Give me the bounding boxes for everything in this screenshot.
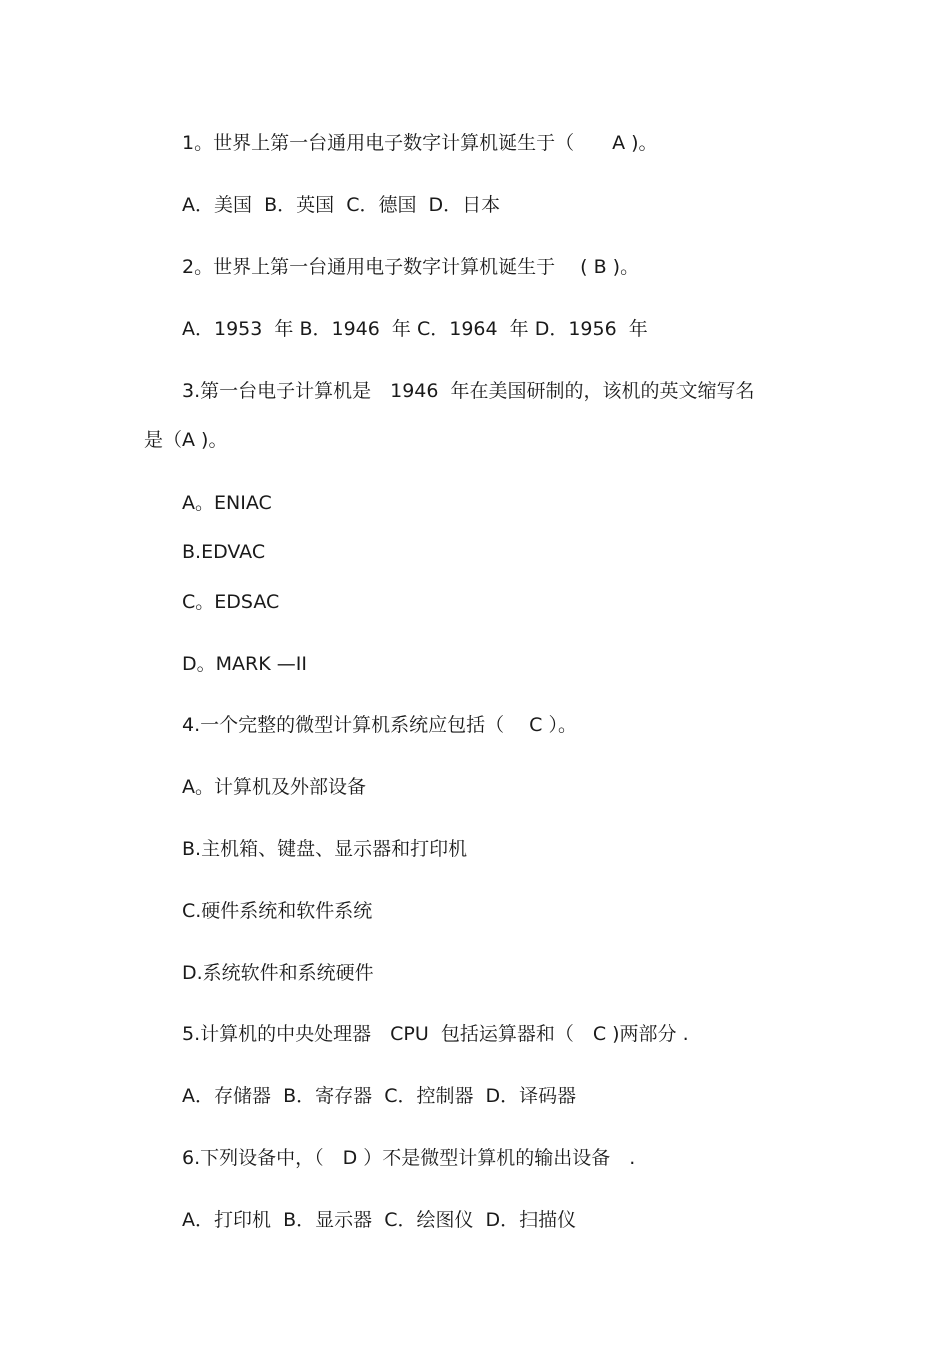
question-3-option-b: B.EDVAC: [182, 541, 266, 563]
question-3-option-a: A。ENIAC: [182, 492, 272, 514]
question-5: 5.计算机的中央处理器 CPU 包括运算器和（ C )两部分 .: [182, 1023, 689, 1045]
question-4-option-b: B.主机箱、键盘、显示器和打印机: [182, 838, 468, 860]
question-1-options: A．美国 B．英国 C．德国 D．日本: [182, 194, 501, 216]
question-3-continued: 是（A )。: [144, 429, 228, 451]
question-2: 2。世界上第一台通用电子数字计算机诞生于 ( B )。: [182, 256, 640, 278]
question-1: 1。世界上第一台通用电子数字计算机诞生于（ A )。: [182, 132, 658, 154]
question-3-option-c: C。EDSAC: [182, 591, 280, 613]
question-3-option-d: D。MARK —II: [182, 653, 307, 675]
question-4: 4.一个完整的微型计算机系统应包括（ C ）。: [182, 714, 577, 736]
question-4-option-c: C.硬件系统和软件系统: [182, 900, 373, 922]
question-3: 3.第一台电子计算机是 1946 年在美国研制的，该机的英文缩写名: [182, 380, 755, 402]
question-4-option-a: A。计算机及外部设备: [182, 776, 366, 798]
question-5-options: A．存储器 B．寄存器 C．控制器 D．译码器: [182, 1085, 577, 1107]
question-6-options: A．打印机 B．显示器 C．绘图仪 D．扫描仪: [182, 1209, 577, 1231]
question-4-option-d: D.系统软件和系统硬件: [182, 962, 374, 984]
question-2-options: A．1953 年 B．1946 年 C．1964 年 D．1956 年: [182, 318, 648, 340]
question-6: 6.下列设备中，（ D ）不是微型计算机的输出设备 .: [182, 1147, 636, 1169]
